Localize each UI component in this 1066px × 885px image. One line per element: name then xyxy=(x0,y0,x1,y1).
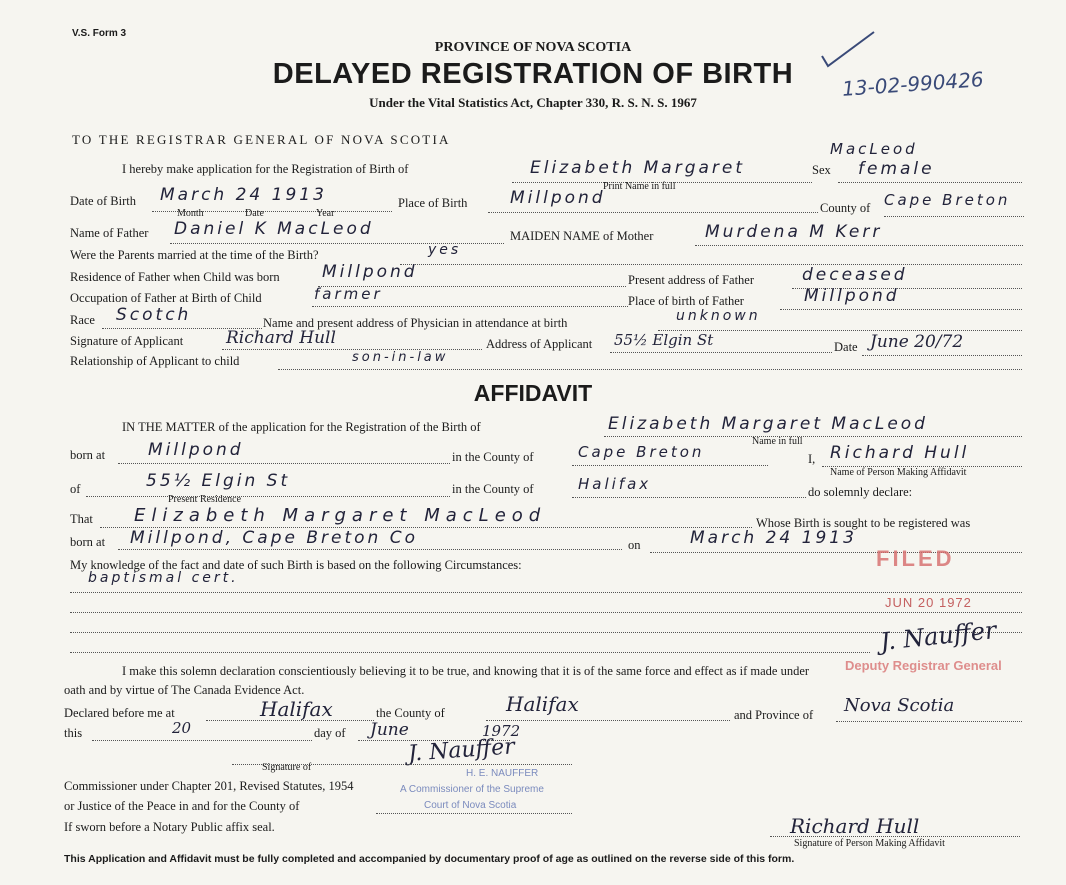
pob-value: Millpond xyxy=(510,188,606,208)
declared-county: Halifax xyxy=(506,692,579,716)
intro-label: I hereby make application for the Registration of Birth of xyxy=(122,162,409,176)
relationship-label: Relationship of Applicant to child xyxy=(70,354,240,368)
knowledge-label: My knowledge of the fact and date of such Birth is based on the following Circumstances: xyxy=(70,558,522,572)
month-value: June xyxy=(370,720,409,740)
born-at-label: born at xyxy=(70,448,106,462)
declare-label: do solemnly declare: xyxy=(808,485,913,499)
that-name: Elizabeth Margaret MacLeod xyxy=(134,505,547,526)
child-surname: MacLeod xyxy=(830,140,918,158)
present-addr-value: deceased xyxy=(802,265,908,285)
declared-at: Halifax xyxy=(260,697,333,721)
residence-label: Residence of Father when Child was born xyxy=(70,270,280,284)
county-of-label: the County of xyxy=(376,706,445,720)
born-at-value: Millpond xyxy=(148,440,244,460)
occupation-label: Occupation of Father at Birth of Child xyxy=(70,291,262,305)
province-label: and Province of xyxy=(734,708,814,722)
filed-date: JUN 20 1972 xyxy=(885,595,972,610)
child-name: Elizabeth Margaret xyxy=(530,158,746,178)
dob-value: March 24 1913 xyxy=(160,185,327,205)
day-value: 20 xyxy=(172,719,192,737)
commissioner-signature: J. Nauffer xyxy=(407,734,516,767)
applicant-signature: Richard Hull xyxy=(226,328,336,348)
month-note: Month xyxy=(177,208,204,219)
occupation-value: farmer xyxy=(314,285,383,303)
date-value: June 20/72 xyxy=(870,332,964,352)
filed-stamp: FILED xyxy=(876,546,955,571)
residence-note: Present Residence xyxy=(168,494,242,505)
form-subtitle: Under the Vital Statistics Act, Chapter 330, R. S. N. S. 1967 xyxy=(369,95,697,110)
form-number: V.S. Form 3 xyxy=(72,28,127,39)
physician-value: unknown xyxy=(676,308,761,324)
declarant-signature: Richard Hull xyxy=(790,814,920,838)
name-note: Name in full xyxy=(752,436,803,447)
sex-label: Sex xyxy=(812,163,831,177)
stamp-court: Court of Nova Scotia xyxy=(424,800,517,811)
declarant-residence: 55½ Elgin St xyxy=(146,471,291,491)
addressee: TO THE REGISTRAR GENERAL OF NOVA SCOTIA xyxy=(72,132,451,147)
that-label: That xyxy=(70,512,93,526)
married-label: Were the Parents married at the time of the Birth? xyxy=(70,248,319,262)
father-value: Daniel K MacLeod xyxy=(174,219,374,239)
print-name-note: Print Name in full xyxy=(603,181,676,192)
born-on-value: March 24 1913 xyxy=(690,528,857,548)
affidavit-county: Cape Breton xyxy=(578,443,705,461)
solemn-line-2: oath and by virtue of The Canada Evidence Act. xyxy=(64,683,305,697)
stamp-title: A Commissioner of the Supreme xyxy=(400,784,544,795)
declarant-sig-note: Signature of Person Making Affidavit xyxy=(794,838,945,849)
date-note: Date xyxy=(245,208,264,219)
mother-label: MAIDEN NAME of Mother xyxy=(510,229,654,243)
deputy-signature: J. Nauffer xyxy=(878,615,998,657)
dob-label: Date of Birth xyxy=(70,194,136,208)
mother-value: Murdena M Kerr xyxy=(705,222,883,242)
relationship-value: son-in-law xyxy=(352,350,449,365)
i-label: I, xyxy=(808,452,816,466)
matter-label: IN THE MATTER of the application for the Registration of the Birth of xyxy=(122,420,481,434)
solemn-line-1: I make this solemn declaration conscientiously believing it to be true, and knowing that it is of the same force and effect as if made under xyxy=(122,664,810,678)
year-note: Year xyxy=(316,208,335,219)
county-value: Cape Breton xyxy=(884,191,1011,209)
province-heading: PROVINCE OF NOVA SCOTIA xyxy=(434,40,632,55)
race-label: Race xyxy=(70,313,95,327)
declarant-note: Name of Person Making Affidavit xyxy=(830,467,967,478)
father-label: Name of Father xyxy=(70,226,149,240)
stamp-name: H. E. NAUFFER xyxy=(466,768,539,779)
checkmark-icon xyxy=(818,30,878,70)
on-label: on xyxy=(628,538,641,552)
sex-value: female xyxy=(858,159,935,179)
declarant-name: Richard Hull xyxy=(830,443,970,463)
registration-number: 13-02-990426 xyxy=(841,67,985,101)
present-addr-label: Present address of Father xyxy=(628,273,755,287)
father-pob-value: Millpond xyxy=(804,286,900,306)
matter-name: Elizabeth Margaret MacLeod xyxy=(608,414,928,434)
this-label: this xyxy=(64,726,83,740)
physician-label: Name and present address of Physician in attendance at birth xyxy=(263,316,568,330)
of-label: of xyxy=(70,482,81,496)
in-county-label: in the County of xyxy=(452,450,534,464)
in-county-label-2: in the County of xyxy=(452,482,534,496)
whose-label: Whose Birth is sought to be registered was xyxy=(756,516,971,530)
signature-of-note: Signature of xyxy=(262,762,312,773)
justice-label: or Justice of the Peace in and for the County of xyxy=(64,799,300,813)
footer-note: This Application and Affidavit must be fully completed and accompanied by documentary proof of age as outlined on the reverse side of this form. xyxy=(64,853,795,865)
race-value: Scotch xyxy=(116,305,192,325)
form-title: DELAYED REGISTRATION OF BIRTH xyxy=(272,58,794,90)
affidavit-heading: AFFIDAVIT xyxy=(473,380,593,406)
residence-value: Millpond xyxy=(322,262,418,282)
declared-province: Nova Scotia xyxy=(844,695,955,716)
address-value: 55½ Elgin St xyxy=(614,331,714,349)
father-pob-label: Place of birth of Father xyxy=(628,294,744,308)
applicant-sig-label: Signature of Applicant xyxy=(70,334,184,348)
date-label: Date xyxy=(834,340,858,354)
married-value: yes xyxy=(428,242,462,258)
deputy-registrar-stamp: Deputy Registrar General xyxy=(845,658,1002,673)
notary-label: If sworn before a Notary Public affix seal. xyxy=(64,820,275,834)
born-at-value-2: Millpond, Cape Breton Co xyxy=(130,528,418,548)
declared-label: Declared before me at xyxy=(64,706,175,720)
county-label: County of xyxy=(820,201,871,215)
circumstances-value: baptismal cert. xyxy=(88,570,239,586)
commissioner-label: Commissioner under Chapter 201, Revised Statutes, 1954 xyxy=(64,779,354,793)
address-label: Address of Applicant xyxy=(486,337,593,351)
year-value: 1972 xyxy=(482,722,521,740)
declarant-county: Halifax xyxy=(578,475,652,493)
pob-label: Place of Birth xyxy=(398,196,468,210)
day-of-label: day of xyxy=(314,726,346,740)
born-at-label-2: born at xyxy=(70,535,106,549)
